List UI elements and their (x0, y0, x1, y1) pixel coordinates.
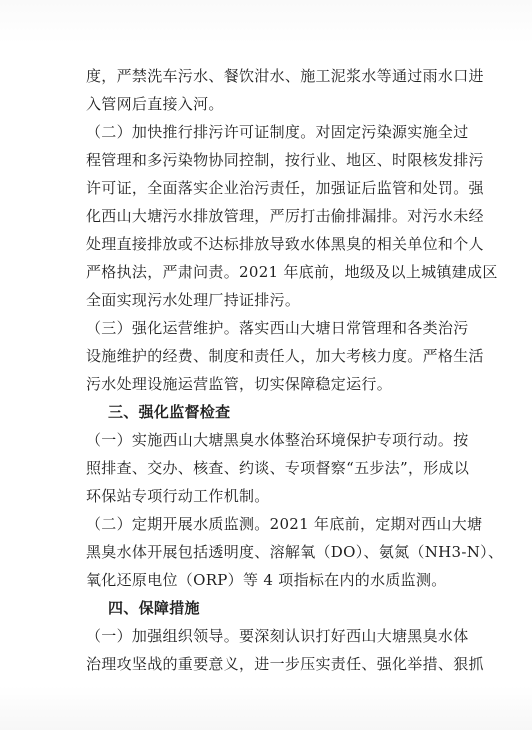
text-line-4: 程管理和多污染物协同控制，按行业、地区、时限核发排污 (86, 151, 484, 169)
text-line-16: 环保站专项行动工作机制。 (86, 487, 270, 505)
section-heading-4: 四、保障措施 (108, 599, 200, 617)
text-line-15: 照排查、交办、核查、约谈、专项督察“五步法”，形成以 (86, 459, 470, 477)
text-line-2: 入管网后直接入河。 (86, 95, 224, 113)
text-line-14: （一）实施西山大塘黑臭水体整治环境保护专项行动。按 (86, 431, 469, 449)
text-line-22: 治理攻坚战的重要意义，进一步压实责任、强化举措、狠抓 (86, 655, 484, 673)
text-line-17: （二）定期开展水质监测。2021 年底前，定期对西山大塘 (86, 515, 483, 533)
section-heading-3: 三、强化监督检查 (108, 403, 231, 421)
text-line-5: 许可证，全面落实企业治污责任，加强证后监管和处罚。强 (86, 179, 484, 197)
text-line-19: 氧化还原电位（ORP）等 4 项指标在内的水质监测。 (86, 571, 447, 589)
text-line-6: 化西山大塘污水排放管理，严厉打击偷排漏排。对污水未经 (86, 207, 484, 225)
text-line-1: 度，严禁洗车污水、餐饮泔水、施工泥浆水等通过雨水口进 (86, 67, 484, 85)
text-line-3: （二）加快推行排污许可证制度。对固定污染源实施全过 (86, 123, 469, 141)
text-line-18: 黑臭水体开展包括透明度、溶解氧（DO）、氨氮（NH3-N）、 (86, 543, 504, 561)
text-line-9: 全面实现污水处理厂持证排污。 (86, 291, 301, 309)
text-line-21: （一）加强组织领导。要深刻认识打好西山大塘黑臭水体 (86, 627, 469, 645)
text-line-8: 严格执法，严肃问责。2021 年底前，地级及以上城镇建成区 (86, 263, 498, 281)
text-line-11: 设施维护的经费、制度和责任人，加大考核力度。严格生活 (86, 347, 484, 365)
text-line-7: 处理直接排放或不达标排放导致水体黑臭的相关单位和个人 (86, 235, 484, 253)
text-line-10: （三）强化运营维护。落实西山大塘日常管理和各类治污 (86, 319, 469, 337)
text-line-12: 污水处理设施运营监管，切实保障稳定运行。 (86, 375, 393, 393)
